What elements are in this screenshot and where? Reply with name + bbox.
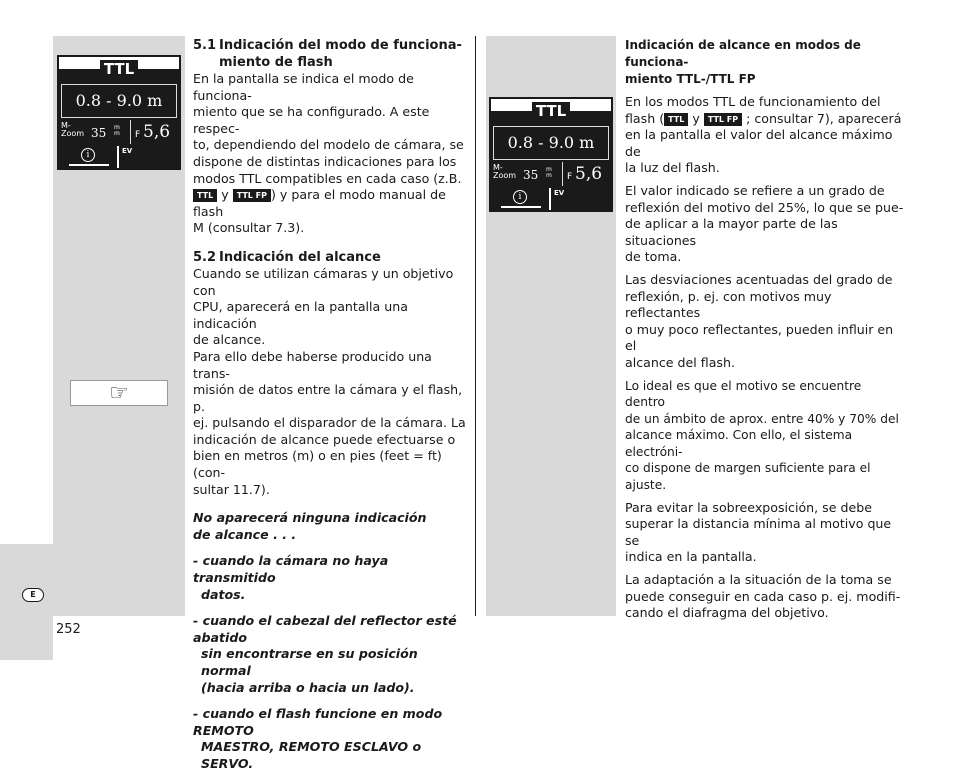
info-icon: i: [81, 148, 95, 162]
language-tab-band: [0, 544, 53, 660]
display-mode-bar: [59, 57, 179, 81]
info-icon: i: [513, 190, 527, 204]
zoom-unit: m m: [114, 124, 120, 137]
f-label: F: [567, 172, 573, 182]
ttl-fp-badge: TTL FP: [704, 113, 742, 126]
section-5-1-heading: 5.1 Indicación del modo de funciona- miento de flash: [193, 38, 462, 70]
note-block: No aparecerá ninguna indicación de alcance . . . - cuando la cámara no haya transmitido datos. - cuando el cabezal del reflector esté abatido sin encontrarse en su posición normal (hacia arriba o hacia un lado). - cuando el flash funcione en modo REMOTO MAESTRO, REMOTO ESCLAVO o SERVO.: [193, 510, 457, 771]
ev-button: EV: [551, 188, 611, 210]
zoom-label-2: Zoom: [493, 171, 517, 180]
zoom-value: 35: [523, 168, 539, 182]
ev-button: EV: [119, 146, 179, 168]
display-mode-bar: [491, 99, 611, 123]
flash-display-right: [489, 97, 613, 212]
zoom-label-1: M-: [493, 163, 503, 172]
section-5-2-body: Cuando se utilizan cámaras y un objetivo con CPU, aparecerá en la pantalla una indicación de alcance. Para ello debe haberse producido una trans- misión de datos entre la cámara y el flash, p. ej. pulsando el disparador de la cámara. La indicación de alcance puede efectuarse o bien en metros (m) o en pies (feet = ft) (con- sultar 11.7).: [193, 265, 466, 497]
right-column: [625, 37, 905, 622]
ttl-badge: TTL: [664, 113, 688, 126]
language-badge: E: [22, 588, 44, 602]
right-heading: Indicación de alcance en modos de funciona- miento TTL-/TTL FP: [625, 38, 861, 86]
pointing-hand-icon: ☞: [109, 380, 129, 406]
right-p3: Las desviaciones acentuadas del grado de reflexión, p. ej. con motivos muy reflectantes o muy poco reflectantes, pueden influir en el alcance del flash.: [625, 271, 894, 370]
display-mode-label: TTL: [100, 60, 138, 78]
page-number: 252: [56, 622, 81, 637]
section-5-1-body: En la pantalla se indica el modo de funciona- miento que se ha configurado. A este respec- to, dependiendo del modelo de cámara, se dispone de distintas indicaciones para los modos TTL compatibles en cada caso (z.B. TTL y TTL FP ) y para el modo manual de flash M (consultar 7.3).: [193, 71, 464, 236]
zoom-label-1: M-: [61, 121, 71, 130]
right-p4: Lo ideal es que el motivo se encuentre dentro de un ámbito de aprox. entre 40% y 70% del alcance máximo. Con ello, el sistema electróni- co dispone de margen suficiente para el ajuste.: [625, 378, 899, 493]
right-p6: La adaptación a la situación de la toma se puede conseguir en cada caso p. ej. modifi- cando el diafragma del objetivo.: [625, 572, 901, 621]
f-label: F: [135, 130, 141, 140]
f-value: 5,6: [143, 122, 171, 142]
display-range: 0.8 - 9.0 m: [493, 126, 609, 160]
column-divider: [475, 36, 476, 616]
section-5-2-heading: 5.2 Indicación del alcance: [193, 249, 381, 265]
right-p1: En los modos TTL de funcionamiento del flash ( TTL y TTL FP ; consultar 7), aparecerá en la pantalla el valor del alcance máximo de la luz del flash.: [625, 94, 902, 176]
display-mode-label: TTL: [532, 102, 570, 120]
right-p2: El valor indicado se refiere a un grado de reflexión del motivo del 25%, lo que se pue- de aplicar a la mayor parte de las situaciones de toma.: [625, 182, 904, 265]
info-button: [491, 188, 551, 210]
f-value: 5,6: [575, 164, 603, 184]
ttl-badge: TTL: [193, 189, 217, 202]
info-button: [59, 146, 119, 168]
note-marker: [70, 380, 168, 406]
ttl-fp-badge: TTL FP: [233, 189, 271, 202]
zoom-label-2: Zoom: [61, 129, 85, 138]
display-zoom: [493, 162, 563, 186]
zoom-unit: m m: [546, 166, 552, 179]
display-range: 0.8 - 9.0 m: [61, 84, 177, 118]
display-aperture: [131, 120, 177, 144]
display-zoom: [61, 120, 131, 144]
middle-column: [193, 37, 469, 773]
display-aperture: [563, 162, 609, 186]
right-p5: Para evitar la sobreexposición, se debe superar la distancia mínima al motivo que se indica en la pantalla.: [625, 499, 892, 565]
zoom-value: 35: [91, 126, 107, 140]
flash-display-left: [57, 55, 181, 170]
